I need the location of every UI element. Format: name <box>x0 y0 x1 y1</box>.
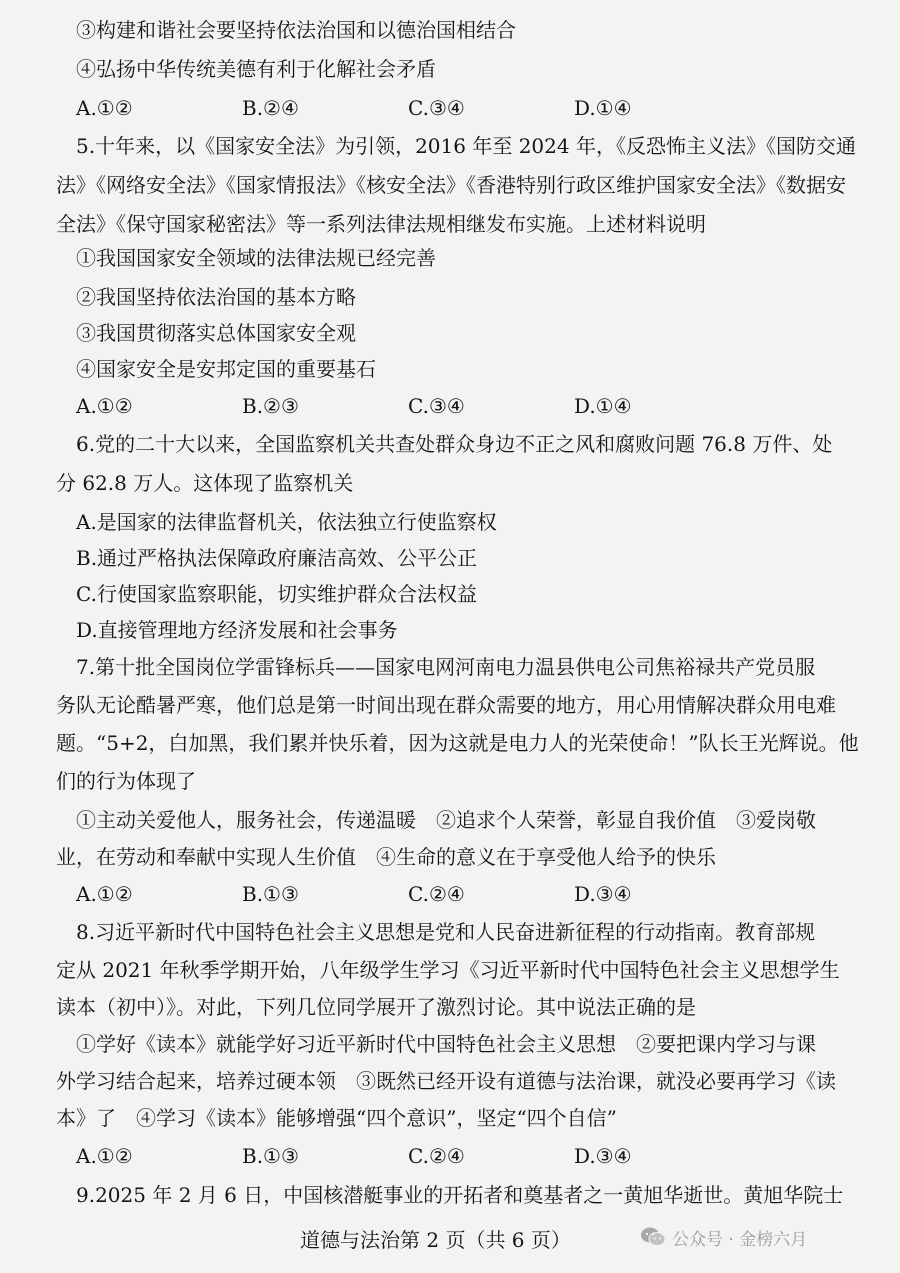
q8-stem-line: 定从 2021 年秋季学期开始，八年级学生学习《习近平新时代中国特色社会主义思想学生 <box>56 958 840 982</box>
q7-item-line: ①主动关爱他人，服务社会，传递温暖 ②追求个人荣誉，彰显自我价值 ③爱岗敬 <box>76 808 816 832</box>
q5-item: ①我国国家安全领域的法律法规已经完善 <box>76 246 436 270</box>
page-footer: 道德与法治第 2 页（共 6 页） <box>300 1228 571 1252</box>
q5-stem-line: 5.十年来，以《国家安全法》为引领，2016 年至 2024 年，《反恐怖主义法》《国防交通 <box>76 134 856 158</box>
q4-option-b: B.②④ <box>242 96 299 120</box>
q4-option-d: D.①④ <box>574 96 632 120</box>
q6-choice-c: C.行使国家监察职能，切实维护群众合法权益 <box>76 582 477 606</box>
q6-stem-line: 6.党的二十大以来，全国监察机关共查处群众身边不正之风和腐败问题 76.8 万件、处 <box>76 432 833 456</box>
q5-options <box>76 392 696 420</box>
q8-option-d: D.③④ <box>574 1144 632 1168</box>
q7-stem-line: 们的行为体现了 <box>56 769 196 793</box>
q9-stem-line: 9.2025 年 2 月 6 日，中国核潜艇事业的开拓者和奠基者之一黄旭华逝世。黄旭华院士 <box>76 1183 844 1207</box>
q4-option-c: C.③④ <box>408 96 465 120</box>
q7-stem-line: 务队无论酷暑严寒，他们总是第一时间出现在群众需要的地方，用心用情解决群众用电难 <box>56 693 836 717</box>
q8-option-c: C.②④ <box>408 1144 465 1168</box>
q7-option-c: C.②④ <box>408 882 465 906</box>
q7-options <box>76 880 696 908</box>
q5-stem-line: 全法》《保守国家秘密法》等一系列法律法规相继发布实施。上述材料说明 <box>56 212 706 236</box>
q8-option-b: B.①③ <box>242 1144 299 1168</box>
q8-item-line: ①学好《读本》就能学好习近平新时代中国特色社会主义思想 ②要把课内学习与课 <box>76 1032 816 1056</box>
q7-stem-line: 题。“5+2，白加黑，我们累并快乐着，因为这就是电力人的光荣使命！”队长王光辉说。他 <box>56 731 859 755</box>
q4-options <box>76 94 696 122</box>
q7-item-line: 业，在劳动和奉献中实现人生价值 ④生命的意义在于享受他人给予的快乐 <box>56 845 716 869</box>
q7-option-b: B.①③ <box>242 882 299 906</box>
q6-choice-a: A.是国家的法律监督机关，依法独立行使监察权 <box>76 510 497 534</box>
q8-item-line: 本》了 ④学习《读本》能够增强“四个意识”，坚定“四个自信” <box>56 1106 617 1130</box>
q7-stem-line: 7.第十批全国岗位学雷锋标兵——国家电网河南电力温县供电公司焦裕禄共产党员服 <box>76 655 816 679</box>
q6-stem-line: 分 62.8 万人。这体现了监察机关 <box>56 471 354 495</box>
q5-item: ③我国贯彻落实总体国家安全观 <box>76 321 356 345</box>
q4-option-a: A.①② <box>76 96 133 120</box>
q7-option-a: A.①② <box>76 882 133 906</box>
q8-item-line: 外学习结合起来，培养过硬本领 ③既然已经开设有道德与法治课，就没必要再学习《读 <box>56 1069 836 1093</box>
q5-option-c: C.③④ <box>408 394 465 418</box>
q5-option-b: B.②③ <box>242 394 299 418</box>
q7-option-d: D.③④ <box>574 882 632 906</box>
q8-stem-line: 读本（初中）》。对此，下列几位同学展开了激烈讨论。其中说法正确的是 <box>56 995 696 1019</box>
q8-stem-line: 8.习近平新时代中国特色社会主义思想是党和人民奋进新征程的行动指南。教育部规 <box>76 920 816 944</box>
q5-item: ②我国坚持依法治国的基本方略 <box>76 285 356 309</box>
q5-option-a: A.①② <box>76 394 133 418</box>
watermark <box>640 1222 807 1252</box>
watermark-text: 公众号 · 金榜六月 <box>672 1229 808 1250</box>
wechat-icon <box>640 1226 666 1248</box>
q6-choice-b: B.通过严格执法保障政府廉洁高效、公平公正 <box>76 546 478 570</box>
q5-item: ④国家安全是安邦定国的重要基石 <box>76 357 376 381</box>
q4-item-4: ④弘扬中华传统美德有利于化解社会矛盾 <box>76 57 436 81</box>
q5-option-d: D.①④ <box>574 394 632 418</box>
q5-stem-line: 法》《网络安全法》《国家情报法》《核安全法》《香港特别行政区维护国家安全法》《数据安 <box>56 173 846 197</box>
q8-option-a: A.①② <box>76 1144 133 1168</box>
q6-choice-d: D.直接管理地方经济发展和社会事务 <box>76 618 398 642</box>
q4-item-3: ③构建和谐社会要坚持依法治国和以德治国相结合 <box>76 18 516 42</box>
q8-options <box>76 1142 696 1170</box>
